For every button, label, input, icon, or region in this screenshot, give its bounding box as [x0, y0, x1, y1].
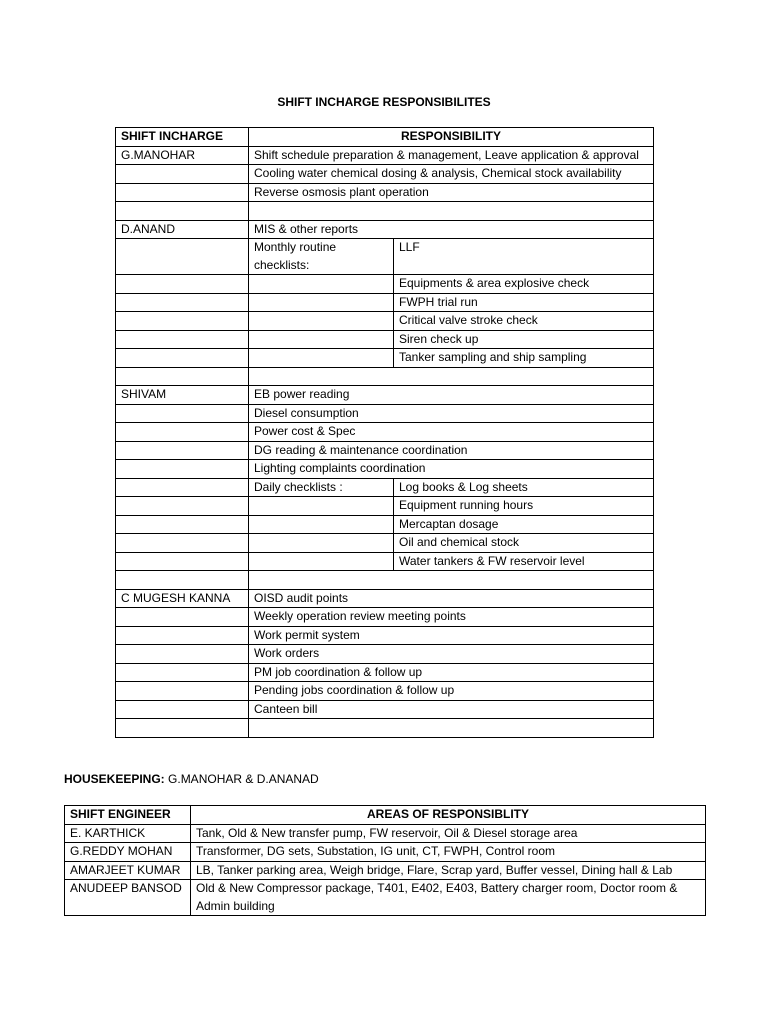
table-row: [116, 165, 654, 184]
responsibility-cell: Reverse osmosis plant operation: [249, 183, 654, 202]
responsibility-cell: OISD audit points: [249, 589, 654, 608]
shift-incharge-cell: [116, 497, 249, 516]
shift-incharge-cell: [116, 645, 249, 664]
table-row: [116, 608, 654, 627]
shift-incharge-cell: [116, 293, 249, 312]
table-row: [116, 367, 654, 386]
responsibility-cell: [249, 719, 654, 738]
responsibility-cell: [249, 202, 654, 221]
responsibility-cell: Canteen bill: [249, 700, 654, 719]
table-row: [116, 645, 654, 664]
table-row: [116, 515, 654, 534]
responsibility-cell: Shift schedule preparation & management, Leave application & approval: [249, 146, 654, 165]
table-row: [116, 534, 654, 553]
responsibility-cell: Work permit system: [249, 626, 654, 645]
housekeeping-line: [64, 772, 319, 786]
table-row: [116, 663, 654, 682]
table-row: [116, 497, 654, 516]
shift-incharge-cell: G.MANOHAR: [116, 146, 249, 165]
shift-engineer-cell: G.REDDY MOHAN: [65, 843, 191, 862]
checklist-item-cell: FWPH trial run: [394, 293, 654, 312]
table-row: [116, 423, 654, 442]
shift-incharge-cell: [116, 682, 249, 701]
checklist-item-cell: Water tankers & FW reservoir level: [394, 552, 654, 571]
shift-engineer-table: [64, 805, 706, 916]
table-row: [116, 719, 654, 738]
table-row: [116, 404, 654, 423]
shift-incharge-cell: [116, 478, 249, 497]
checklist-item-cell: LLF: [394, 239, 654, 275]
checklist-item-cell: Mercaptan dosage: [394, 515, 654, 534]
responsibility-cell: EB power reading: [249, 386, 654, 405]
shift-engineer-cell: E. KARTHICK: [65, 824, 191, 843]
checklist-item-cell: Equipment running hours: [394, 497, 654, 516]
responsibility-cell: [249, 534, 394, 553]
shift-incharge-cell: [116, 312, 249, 331]
checklist-item-cell: Log books & Log sheets: [394, 478, 654, 497]
table-row: [116, 349, 654, 368]
table-row: [116, 441, 654, 460]
table-row: [116, 183, 654, 202]
table-header-responsibility: RESPONSIBILITY: [249, 128, 654, 147]
table-row: [116, 626, 654, 645]
shift-engineer-cell: ANUDEEP BANSOD: [65, 880, 191, 916]
responsibility-cell: Pending jobs coordination & follow up: [249, 682, 654, 701]
table-row: [116, 312, 654, 331]
responsibility-cell: Lighting complaints coordination: [249, 460, 654, 479]
area-cell: Transformer, DG sets, Substation, IG unit, CT, FWPH, Control room: [191, 843, 706, 862]
shift-incharge-cell: [116, 275, 249, 294]
responsibility-cell: [249, 312, 394, 331]
table-row: [116, 571, 654, 590]
area-cell: Old & New Compressor package, T401, E402, E403, Battery charger room, Doctor room & Admin building: [191, 880, 706, 916]
shift-incharge-cell: [116, 239, 249, 275]
shift-incharge-cell: [116, 663, 249, 682]
page-title: SHIFT INCHARGE RESPONSIBILITES: [277, 95, 491, 109]
shift-incharge-cell: [116, 367, 249, 386]
table-row: [116, 460, 654, 479]
table-row: [116, 330, 654, 349]
checklist-item-cell: Tanker sampling and ship sampling: [394, 349, 654, 368]
shift-incharge-cell: [116, 404, 249, 423]
area-cell: LB, Tanker parking area, Weigh bridge, Flare, Scrap yard, Buffer vessel, Dining hall & Lab: [191, 861, 706, 880]
table-row: [116, 275, 654, 294]
shift-incharge-cell: [116, 571, 249, 590]
table-row: [65, 861, 706, 880]
shift-incharge-cell: [116, 460, 249, 479]
table-row: [116, 682, 654, 701]
responsibility-cell: [249, 293, 394, 312]
table-row: [116, 589, 654, 608]
table-row: [116, 220, 654, 239]
responsibility-cell: Diesel consumption: [249, 404, 654, 423]
responsibility-cell: [249, 571, 654, 590]
checklist-item-cell: Siren check up: [394, 330, 654, 349]
responsibility-cell: [249, 330, 394, 349]
shift-incharge-cell: SHIVAM: [116, 386, 249, 405]
table-row: [116, 552, 654, 571]
responsibility-cell: [249, 275, 394, 294]
responsibility-cell: Cooling water chemical dosing & analysis, Chemical stock availability: [249, 165, 654, 184]
responsibility-cell: Work orders: [249, 645, 654, 664]
table-row: [116, 146, 654, 165]
shift-incharge-cell: [116, 202, 249, 221]
shift-incharge-cell: [116, 626, 249, 645]
responsibility-cell: [249, 515, 394, 534]
responsibility-cell: [249, 497, 394, 516]
table-row: [65, 843, 706, 862]
shift-engineer-cell: AMARJEET KUMAR: [65, 861, 191, 880]
responsibility-cell: MIS & other reports: [249, 220, 654, 239]
shift-incharge-cell: [116, 515, 249, 534]
checklist-item-cell: Oil and chemical stock: [394, 534, 654, 553]
responsibility-cell: Power cost & Spec: [249, 423, 654, 442]
table-row: [65, 880, 706, 916]
shift-incharge-cell: C MUGESH KANNA: [116, 589, 249, 608]
shift-incharge-cell: [116, 700, 249, 719]
table-row: [116, 386, 654, 405]
shift-incharge-cell: [116, 719, 249, 738]
responsibility-cell: Weekly operation review meeting points: [249, 608, 654, 627]
shift-incharge-cell: [116, 608, 249, 627]
table-row: [116, 478, 654, 497]
responsibility-cell: [249, 349, 394, 368]
table-row: [116, 239, 654, 275]
shift-incharge-cell: D.ANAND: [116, 220, 249, 239]
checklist-item-cell: Equipments & area explosive check: [394, 275, 654, 294]
table-row: [116, 293, 654, 312]
responsibility-cell: DG reading & maintenance coordination: [249, 441, 654, 460]
housekeeping-value: G.MANOHAR & D.ANANAD: [164, 772, 319, 786]
responsibility-cell: Daily checklists :: [249, 478, 394, 497]
shift-incharge-cell: [116, 165, 249, 184]
checklist-item-cell: Critical valve stroke check: [394, 312, 654, 331]
shift-incharge-cell: [116, 423, 249, 442]
responsibility-cell: [249, 367, 654, 386]
responsibility-cell: Monthly routine checklists:: [249, 239, 394, 275]
table-row: [116, 202, 654, 221]
shift-incharge-cell: [116, 330, 249, 349]
responsibility-cell: [249, 552, 394, 571]
table-header-shift-incharge: SHIFT INCHARGE: [116, 128, 249, 147]
responsibility-cell: PM job coordination & follow up: [249, 663, 654, 682]
shift-incharge-cell: [116, 534, 249, 553]
shift-incharge-cell: [116, 183, 249, 202]
shift-incharge-table: [115, 127, 654, 738]
table-row: [116, 700, 654, 719]
table-header-areas: AREAS OF RESPONSIBLITY: [191, 806, 706, 825]
shift-incharge-cell: [116, 441, 249, 460]
shift-incharge-cell: [116, 552, 249, 571]
table-row: [65, 824, 706, 843]
area-cell: Tank, Old & New transfer pump, FW reservoir, Oil & Diesel storage area: [191, 824, 706, 843]
table-header-shift-engineer: SHIFT ENGINEER: [65, 806, 191, 825]
housekeeping-label: HOUSEKEEPING:: [64, 772, 165, 786]
shift-incharge-cell: [116, 349, 249, 368]
